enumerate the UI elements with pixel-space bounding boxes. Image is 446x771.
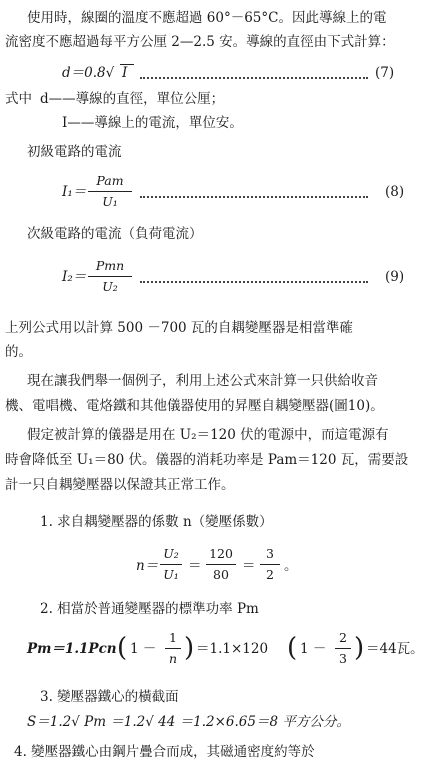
equals-sign: ＝ <box>242 558 256 574</box>
paragraph-line: 的。 <box>5 344 32 360</box>
fraction-numerator: U₂ <box>163 546 179 561</box>
left-paren: ( <box>287 633 298 663</box>
equation-pm-term: 1 － <box>300 641 327 657</box>
right-paren: ) <box>354 633 365 663</box>
equation-7-var: I <box>122 65 128 81</box>
right-paren: ) <box>184 633 195 663</box>
paragraph-line: 流密度不應超過每平方公厘 2—2.5 安。導線的直徑由下式計算： <box>5 34 395 50</box>
fraction-numerator: 120 <box>209 546 233 561</box>
equation-8-lhs: I₁＝ <box>62 184 87 200</box>
equation-pm-middle: ＝1.1×120 <box>196 641 269 657</box>
equation-9-number: (9) <box>385 269 405 285</box>
step-4-heading: 4. 變壓器鐵心由鋼片疊合而成，其磁通密度約等於 <box>14 744 315 760</box>
definition-intro: 式中 <box>5 91 32 107</box>
left-paren: ( <box>117 633 128 663</box>
fraction-numerator: 3 <box>266 546 274 561</box>
leader-dots <box>140 281 368 283</box>
fraction-denominator: n <box>168 651 178 666</box>
step-1-heading: 1. 求自耦變壓器的係數 n（變壓係數） <box>40 514 273 530</box>
definition-i: I——導線上的電流，單位安。 <box>62 115 243 131</box>
equation-pm-lhs: Pm＝1.1Pcn <box>27 641 117 657</box>
paragraph-line: 使用時，線圈的溫度不應超過 60°－65°C。因此導線上的電 <box>27 10 387 26</box>
equation-9-lhs: I₂＝ <box>62 269 87 285</box>
period: 。 <box>284 558 298 574</box>
fraction-denominator: 80 <box>213 567 229 582</box>
fraction-denominator: U₁ <box>163 567 179 582</box>
fraction-denominator: 3 <box>339 651 347 666</box>
fraction-numerator: 2 <box>339 630 347 645</box>
equation-9-numerator: Pmn <box>95 258 125 273</box>
fraction-bar <box>88 276 132 277</box>
leader-dots <box>140 77 368 79</box>
primary-current-label: 初級電路的電流 <box>27 144 122 160</box>
definition-d: d——導線的直徑，單位公厘； <box>40 91 225 107</box>
paragraph-line: 計一只自耦變壓器以保證其正常工作。 <box>5 477 235 493</box>
equation-8-numerator: Pam <box>96 173 124 188</box>
fraction-denominator: 2 <box>266 567 274 582</box>
fraction-bar <box>165 648 181 649</box>
equation-7-number: (7) <box>375 65 395 81</box>
equation-9-denominator: U₂ <box>102 279 118 294</box>
step-3-heading: 3. 變壓器鐵心的橫截面 <box>40 689 179 705</box>
equation-pm-rhs: ＝44瓦。 <box>366 641 424 657</box>
fraction-bar <box>88 191 132 192</box>
leader-dots <box>140 196 368 198</box>
fraction-numerator: 1 <box>169 630 177 645</box>
equation-n-lhs: n＝ <box>136 558 159 574</box>
equation-8-number: (8) <box>385 184 405 200</box>
paragraph-line: 假定被計算的儀器是用在 U₂＝120 伏的電源中，而這電源有 <box>27 427 389 443</box>
fraction-bar <box>160 564 182 565</box>
paragraph-line: 時會降低至 U₁＝80 伏。儀器的消耗功率是 Pam＝120 瓦，需要設 <box>5 452 409 468</box>
equals-sign: ＝ <box>188 558 202 574</box>
fraction-bar <box>206 564 236 565</box>
fraction-bar <box>335 648 351 649</box>
paragraph-line: 現在讓我們舉一個例子，利用上述公式來計算一只供給收音 <box>27 373 378 389</box>
step-2-heading: 2. 相當於普通變壓器的標準功率 Pm <box>40 601 259 617</box>
paragraph-line: 上列公式用以計算 500 －700 瓦的自耦變壓器是相當準確 <box>5 320 353 336</box>
equation-7-lhs: d＝0.8√ <box>62 65 115 81</box>
equation-s: S＝1.2√ Pm ＝1.2√ 44 ＝1.2×6.65＝8 平方公分。 <box>27 714 350 730</box>
equation-pm-term: 1 － <box>130 641 157 657</box>
paragraph-line: 機、電唱機、電烙鐵和其他儀器使用的昇壓自耦變壓器(圖10)。 <box>5 398 384 414</box>
fraction-bar <box>260 564 280 565</box>
equation-8-denominator: U₁ <box>102 194 118 209</box>
secondary-current-label: 次級電路的電流（負荷電流） <box>27 226 203 242</box>
